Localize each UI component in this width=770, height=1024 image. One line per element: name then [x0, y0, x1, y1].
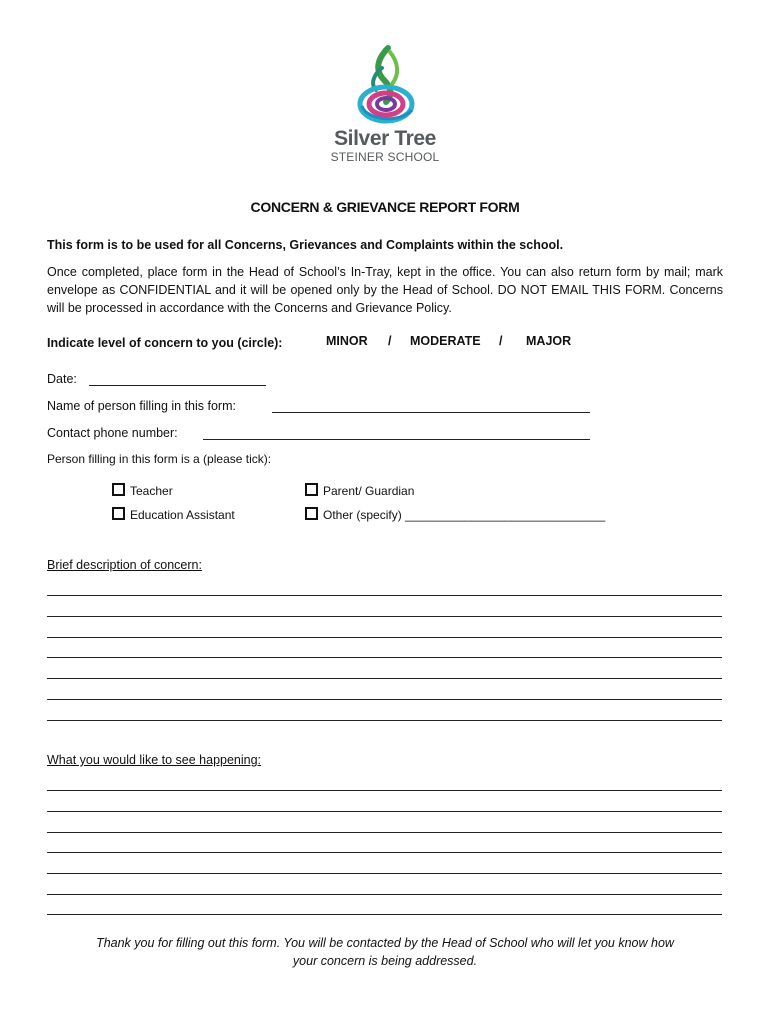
description-line[interactable] [47, 637, 722, 638]
phone-field[interactable] [203, 439, 590, 440]
intro-bold: This form is to be used for all Concerns, Grievances and Complaints within the school. [47, 238, 564, 252]
level-moderate[interactable]: MODERATE [410, 334, 481, 348]
brand [300, 128, 470, 164]
person-label: Person filling in this form is a (please tick): [47, 452, 272, 466]
checkbox-icon[interactable] [112, 507, 125, 520]
footer-note [40, 934, 730, 970]
description-line[interactable] [47, 678, 722, 679]
date-label: Date: [47, 372, 77, 386]
option-assistant-label: Education Assistant [130, 508, 235, 522]
description-line[interactable] [47, 720, 722, 721]
description-heading: Brief description of concern: [47, 558, 202, 572]
level-label: Indicate level of concern to you (circle): [47, 336, 283, 350]
level-options [0, 334, 770, 352]
option-other[interactable] [305, 506, 605, 524]
phone-label: Contact phone number: [47, 426, 178, 440]
level-separator: / [388, 334, 392, 348]
level-major[interactable]: MAJOR [526, 334, 572, 348]
outcome-line[interactable] [47, 832, 722, 833]
intro-paragraph: Once completed, place form in the Head of School’s In-Tray, kept in the office. You can also return form by mail; mark envelope as CONFIDENTIAL and it will be opened only by the Head of School. DO NOT EMAIL THIS FORM. Concerns will be processed in accordance with the Concerns and Grievance Policy. [47, 265, 723, 315]
option-teacher-label: Teacher [130, 484, 173, 498]
level-separator: / [499, 334, 503, 348]
outcome-line[interactable] [47, 790, 722, 791]
outcome-line[interactable] [47, 811, 722, 812]
description-line[interactable] [47, 595, 722, 596]
description-line[interactable] [47, 699, 722, 700]
description-line[interactable] [47, 616, 722, 617]
checkbox-icon[interactable] [112, 483, 125, 496]
date-field[interactable] [89, 385, 266, 386]
outcome-line[interactable] [47, 852, 722, 853]
form-title: CONCERN & GRIEVANCE REPORT FORM [250, 199, 520, 215]
outcome-line[interactable] [47, 894, 722, 895]
checkbox-icon[interactable] [305, 507, 318, 520]
checkbox-icon[interactable] [305, 483, 318, 496]
name-label: Name of person filling in this form: [47, 399, 236, 413]
footer-line-2: your concern is being addressed. [292, 954, 478, 968]
outcome-line[interactable] [47, 873, 722, 874]
outcome-heading: What you would like to see happening: [47, 753, 262, 767]
option-assistant[interactable] [112, 506, 235, 524]
option-parent[interactable] [305, 482, 414, 500]
brand-name: Silver Tree [334, 127, 436, 150]
option-teacher[interactable] [112, 482, 173, 500]
description-line[interactable] [47, 657, 722, 658]
option-parent-label: Parent/ Guardian [323, 484, 415, 498]
level-minor[interactable]: MINOR [326, 334, 368, 348]
footer-line-1: Thank you for filling out this form. You will be contacted by the Head of School who will let you know how [96, 936, 674, 950]
option-other-label: Other (specify) ______________________________ [323, 508, 606, 522]
name-field[interactable] [272, 412, 590, 413]
outcome-line[interactable] [47, 914, 722, 915]
brand-subtitle: STEINER SCHOOL [330, 150, 440, 164]
